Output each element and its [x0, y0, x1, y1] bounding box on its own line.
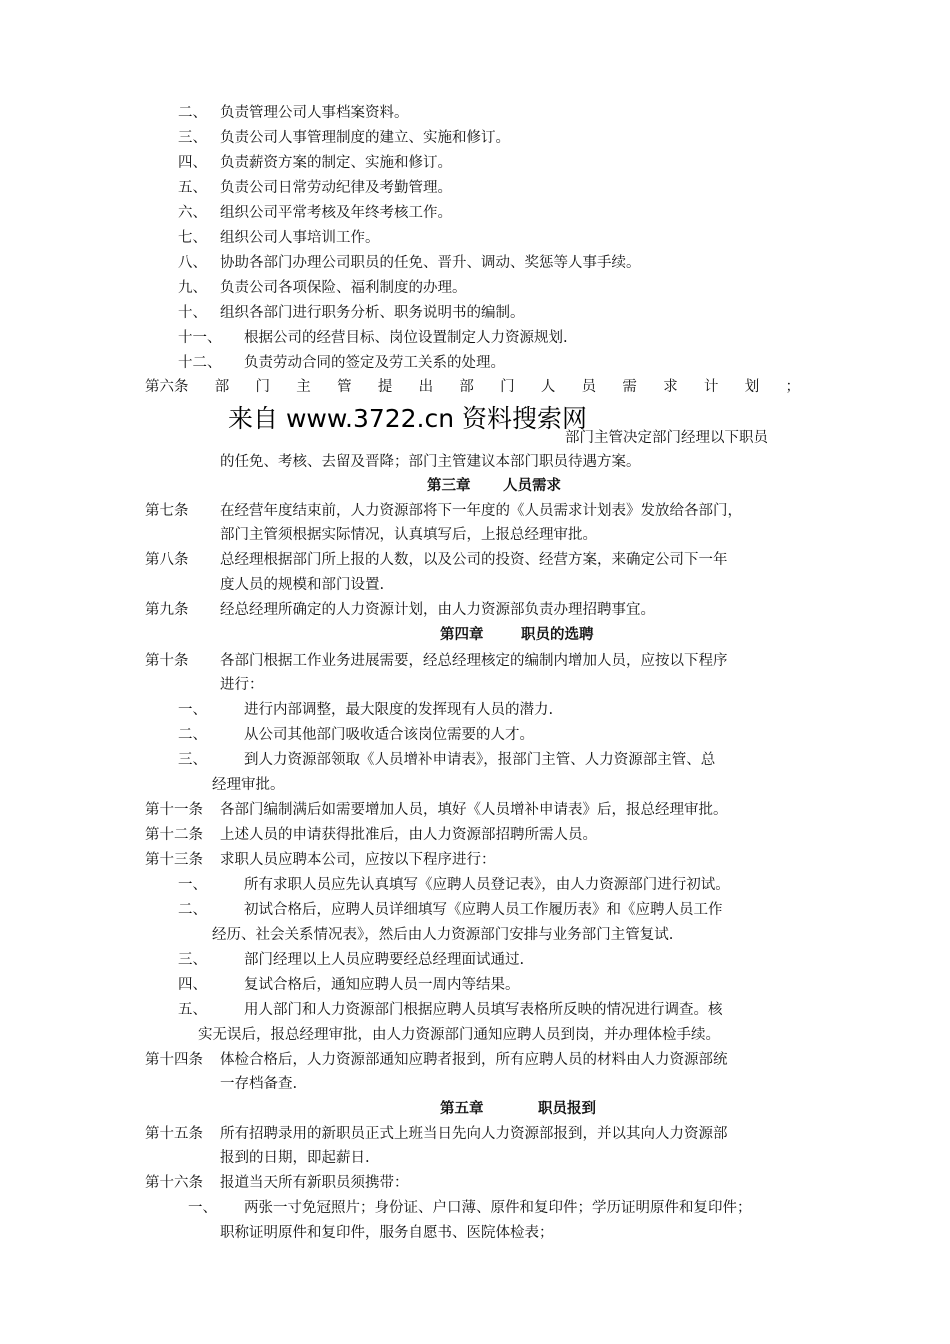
char: ； — [785, 379, 800, 395]
char: 划 — [744, 379, 760, 395]
article-text: 体检合格后，人力资源部通知应聘者报到，所有应聘人员的材料由人力资源部统 — [220, 1052, 728, 1068]
item-text: 负责管理公司人事档案资料。 — [220, 105, 409, 121]
item-number: 六、 — [178, 205, 207, 221]
article-label: 第十三条 — [145, 852, 203, 868]
item-number: 一、 — [178, 702, 207, 718]
item-number: 二、 — [178, 902, 207, 918]
item-number: 三、 — [178, 952, 207, 968]
item-number: 一、 — [178, 877, 207, 893]
article-label: 第十四条 — [145, 1052, 203, 1068]
article-text: 报到的日期，即起薪日. — [220, 1150, 370, 1166]
char: 提 — [377, 379, 393, 395]
char: 人 — [540, 379, 556, 395]
item-number: 二、 — [178, 105, 207, 121]
item-text: 负责薪资方案的制定、实施和修订。 — [220, 155, 452, 171]
item-number: 五、 — [178, 1002, 207, 1018]
item-text: 从公司其他部门吸收适合该岗位需要的人才。 — [244, 727, 534, 743]
article-text: 经总经理所确定的人力资源计划，由人力资源部负责办理招聘事宜。 — [220, 602, 655, 618]
item-text-cont: 职称证明原件和复印件，服务自愿书、医院体检表； — [220, 1225, 554, 1241]
item-number: 三、 — [178, 752, 207, 768]
item-text: 部门经理以上人员应聘要经总经理面试通过. — [244, 952, 525, 968]
item-text: 到人力资源部领取《人员增补申请表》，报部门主管、人力资源部主管、总 — [244, 752, 716, 768]
char: 部 — [214, 379, 230, 395]
article-text: 一存档备查. — [220, 1076, 298, 1092]
article-label: 第十条 — [145, 653, 189, 669]
char: 管 — [337, 379, 352, 395]
article-label: 第九条 — [145, 602, 189, 618]
item-text: 组织公司人事培训工作。 — [220, 230, 380, 246]
item-number: 三、 — [178, 130, 207, 146]
item-text-cont: 实无误后，报总经理审批，由人力资源部门通知应聘人员到岗，并办理体检手续。 — [198, 1027, 720, 1043]
article-label: 第十一条 — [145, 802, 203, 818]
chapter-number: 第四章 — [440, 626, 484, 643]
item-number: 八、 — [178, 255, 207, 271]
char: 出 — [418, 379, 434, 395]
item-number: 四、 — [178, 977, 207, 993]
article-text: 上述人员的申请获得批准后，由人力资源部招聘所需人员。 — [220, 827, 597, 843]
article-label: 第十二条 — [145, 827, 203, 843]
chapter-title: 职员的选聘 — [521, 626, 594, 643]
article-text: 总经理根据部门所上报的人数，以及公司的投资、经营方案，来确定公司下一年 — [220, 552, 728, 568]
chapter-title: 职员报到 — [538, 1100, 596, 1117]
item-number: 十、 — [178, 305, 207, 321]
chapter-number: 第五章 — [440, 1100, 484, 1117]
chapter-title: 人员需求 — [503, 477, 561, 494]
item-text-cont: 经历、社会关系情况表》，然后由人力资源部门安排与业务部门主管复试. — [212, 927, 674, 943]
item-number: 四、 — [178, 155, 207, 171]
article-6-text-line2: 的任免、考核、去留及晋降；部门主管建议本部门职员待遇方案。 — [220, 454, 641, 470]
item-text: 两张一寸免冠照片；身份证、户口薄、原件和复印件；学历证明原件和复印件； — [244, 1200, 752, 1216]
char: 门 — [255, 379, 271, 395]
char: 门 — [500, 379, 515, 395]
article-text: 所有招聘录用的新职员正式上班当日先向人力资源部报到，并以其向人力资源部 — [220, 1126, 728, 1142]
item-number: 十一、 — [178, 330, 222, 346]
article-label: 第八条 — [145, 552, 189, 568]
char: 员 — [581, 379, 597, 395]
item-number: 十二、 — [178, 355, 222, 371]
watermark-banner: 来自 www.3722.cn 资料搜索网 — [228, 404, 588, 433]
article-label: 第六条 — [145, 379, 189, 395]
item-text: 用人部门和人力资源部门根据应聘人员填写表格所反映的情况进行调查。核 — [244, 1002, 723, 1018]
item-text: 负责劳动合同的签定及劳工关系的处理。 — [244, 355, 505, 371]
item-text: 组织各部门进行职务分析、职务说明书的编制。 — [220, 305, 525, 321]
article-text: 各部门根据工作业务进展需要，经总经理核定的编制内增加人员，应按以下程序 — [220, 653, 728, 669]
article-text: 在经营年度结束前，人力资源部将下一年度的《人员需求计划表》发放给各部门， — [220, 503, 742, 519]
item-number: 一、 — [188, 1200, 217, 1216]
char: 部 — [459, 379, 474, 395]
item-number: 九、 — [178, 280, 207, 296]
char: 需 — [622, 379, 637, 395]
char: 求 — [663, 379, 678, 395]
article-text: 各部门编制满后如需要增加人员，填好《人员增补申请表》后，报总经理审批。 — [220, 802, 728, 818]
article-label: 第十六条 — [145, 1175, 203, 1191]
item-text: 进行内部调整，最大限度的发挥现有人员的潜力. — [244, 702, 554, 718]
item-text: 协助各部门办理公司职员的任免、晋升、调动、奖惩等人事手续。 — [220, 255, 641, 271]
article-text: 进行： — [220, 677, 264, 693]
item-text: 所有求职人员应先认真填写《应聘人员登记表》，由人力资源部门进行初试。 — [244, 877, 730, 893]
article-6-heading — [145, 377, 800, 397]
item-text: 初试合格后，应聘人员详细填写《应聘人员工作履历表》和《应聘人员工作 — [244, 902, 723, 918]
article-text: 度人员的规模和部门设置. — [220, 577, 385, 593]
item-text: 根据公司的经营目标、岗位设置制定人力资源规划. — [244, 330, 568, 346]
item-text: 复试合格后，通知应聘人员一周内等结果。 — [244, 977, 520, 993]
item-text-cont: 经理审批。 — [212, 777, 285, 793]
article-text: 部门主管须根据实际情况，认真填写后，上报总经理审批。 — [220, 527, 597, 543]
article-label: 第十五条 — [145, 1126, 203, 1142]
item-number: 七、 — [178, 230, 207, 246]
item-number: 五、 — [178, 180, 207, 196]
item-text: 负责公司日常劳动纪律及考勤管理。 — [220, 180, 452, 196]
chapter-number: 第三章 — [427, 477, 471, 494]
article-text: 求职人员应聘本公司，应按以下程序进行： — [220, 852, 496, 868]
article-6-text-line1: 部门主管决定部门经理以下职员 — [565, 430, 768, 446]
char: 计 — [703, 379, 719, 395]
article-text: 报道当天所有新职员须携带： — [220, 1175, 409, 1191]
item-text: 负责公司人事管理制度的建立、实施和修订。 — [220, 130, 510, 146]
article-label: 第七条 — [145, 503, 189, 519]
item-text: 组织公司平常考核及年终考核工作。 — [220, 205, 452, 221]
char: 主 — [296, 379, 311, 395]
item-text: 负责公司各项保险、福利制度的办理。 — [220, 280, 467, 296]
item-number: 二、 — [178, 727, 207, 743]
